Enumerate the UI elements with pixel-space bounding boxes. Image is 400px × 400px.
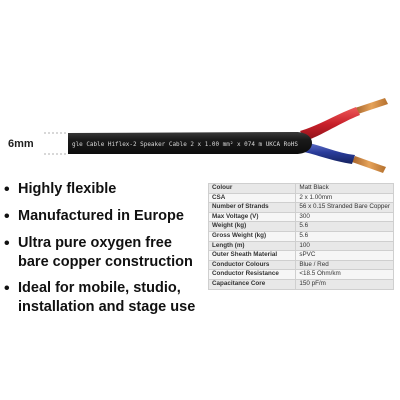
copper-conductors — [352, 98, 388, 173]
red-conductor — [300, 107, 360, 141]
spec-value: 56 x 0.15 Stranded Bare Copper — [296, 203, 394, 213]
table-row — [209, 231, 394, 241]
spec-key: Weight (kg) — [209, 222, 296, 232]
feature-item — [4, 279, 204, 317]
feature-item — [4, 207, 204, 227]
spec-key: Colour — [209, 184, 296, 194]
feature-text: Manufactured in Europe — [18, 208, 184, 224]
dimension-guides — [44, 133, 68, 154]
cable-jacket-print: gle Cable Hiflex-2 Speaker Cable 2 x 1.00 mm² x 074 m UKCA RoHS — [72, 140, 299, 148]
table-row — [209, 212, 394, 222]
table-row — [209, 251, 394, 261]
table-row — [209, 184, 394, 194]
spec-key: Conductor Colours — [209, 260, 296, 270]
table-row — [209, 260, 394, 270]
bullet-dot: • — [4, 235, 10, 252]
spec-value: 300 — [296, 212, 394, 222]
spec-value: sPVC — [296, 251, 394, 261]
table-row — [209, 270, 394, 280]
bullet-dot: • — [4, 208, 10, 225]
feature-text: Highly flexible — [18, 181, 117, 197]
spec-value: 2 x 1.00mm — [296, 193, 394, 203]
spec-value: <18.5 Ohm/km — [296, 270, 394, 280]
table-row — [209, 203, 394, 213]
table-row — [209, 222, 394, 232]
table-row — [209, 241, 394, 251]
spec-value: Blue / Red — [296, 260, 394, 270]
feature-item — [4, 180, 204, 200]
spec-value: 5.6 — [296, 231, 394, 241]
cable-image — [0, 95, 400, 175]
dimension-label: 6mm — [8, 138, 34, 150]
feature-text: Ultra pure oxygen free bare copper construction — [18, 235, 193, 270]
spec-key: Gross Weight (kg) — [209, 231, 296, 241]
spec-key: CSA — [209, 193, 296, 203]
bullet-dot: • — [4, 280, 10, 297]
spec-key: Number of Strands — [209, 203, 296, 213]
spec-value: 5.6 — [296, 222, 394, 232]
table-row — [209, 279, 394, 289]
spec-key: Conductor Resistance — [209, 270, 296, 280]
feature-list — [4, 180, 204, 324]
table-row — [209, 193, 394, 203]
spec-key: Length (m) — [209, 241, 296, 251]
spec-table — [208, 183, 394, 290]
feature-item — [4, 234, 204, 272]
feature-text: Ideal for mobile, studio, installation and stage use — [18, 280, 196, 315]
spec-value: Matt Black — [296, 184, 394, 194]
spec-key: Max Voltage (V) — [209, 212, 296, 222]
spec-value: 150 pF/m — [296, 279, 394, 289]
spec-key: Capacitance Core — [209, 279, 296, 289]
spec-value: 100 — [296, 241, 394, 251]
bullet-dot: • — [4, 181, 10, 198]
spec-key: Outer Sheath Material — [209, 251, 296, 261]
